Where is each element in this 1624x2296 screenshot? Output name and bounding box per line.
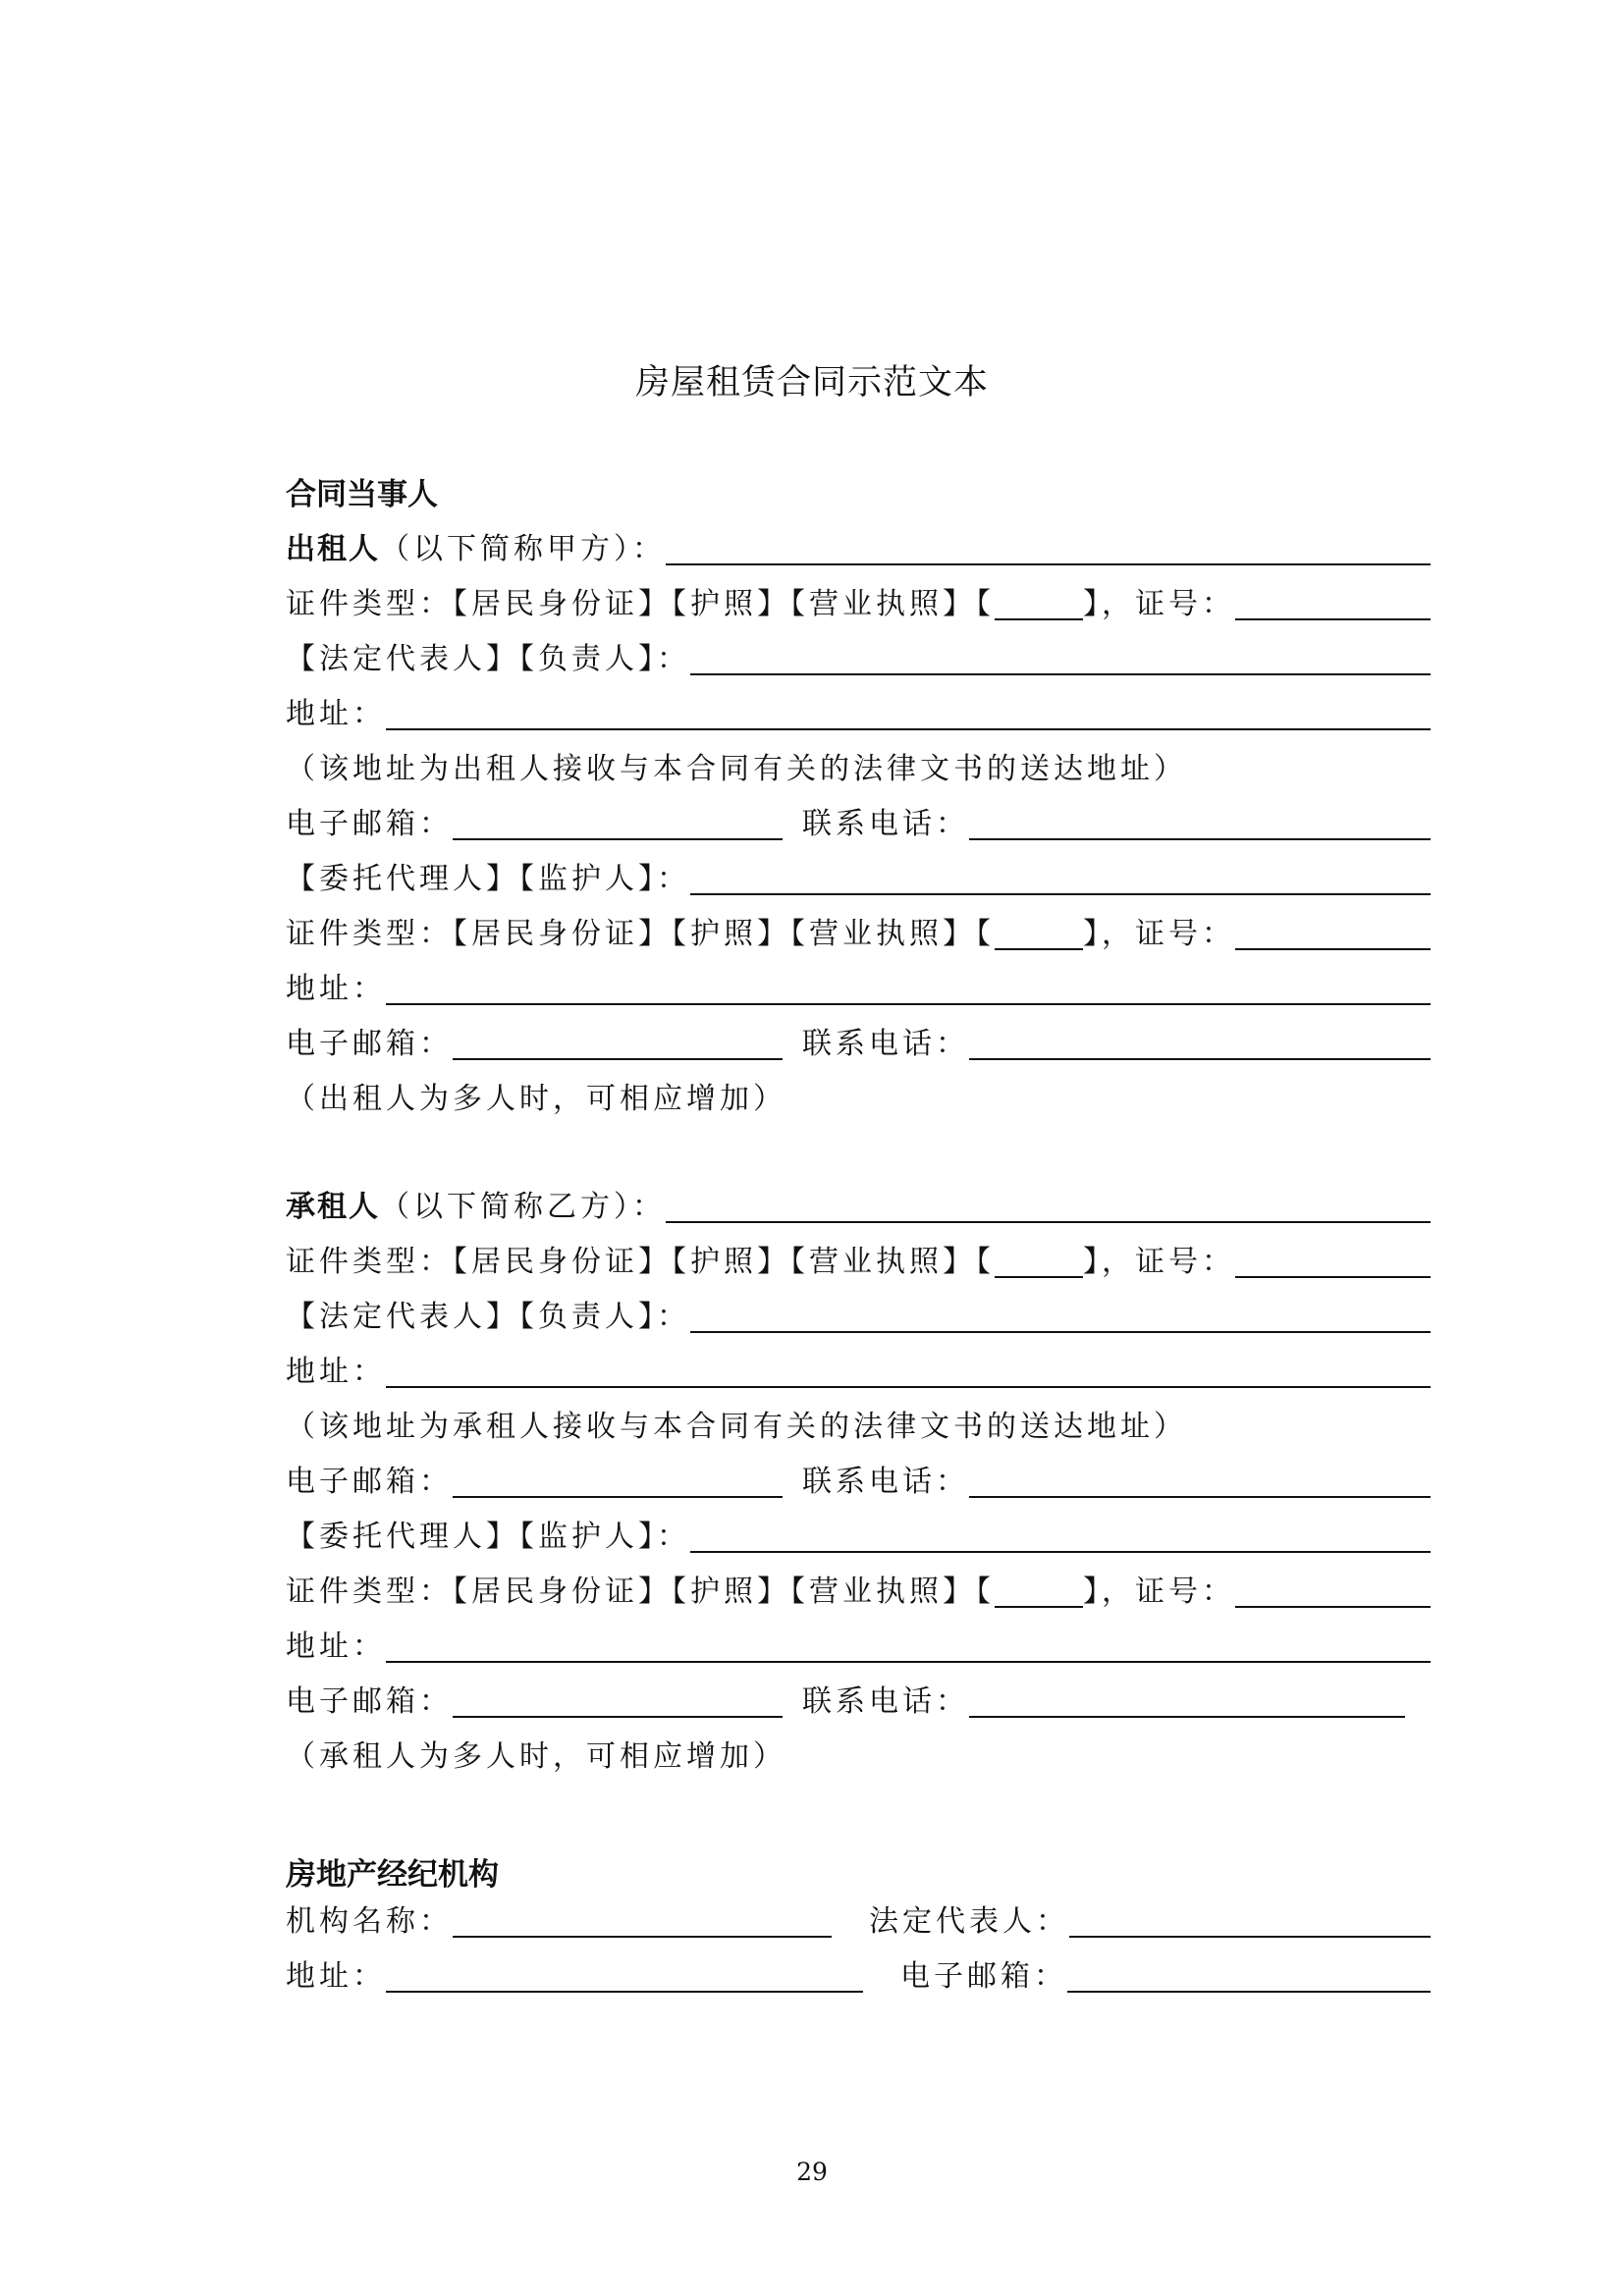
agency-address-field[interactable] bbox=[386, 1985, 863, 1993]
agency-email-field[interactable] bbox=[1067, 1985, 1431, 1993]
lessor-agent-field[interactable] bbox=[690, 887, 1431, 895]
agency-name-label: 机构名称： bbox=[286, 1904, 453, 1939]
lessor-id-row bbox=[286, 581, 1431, 626]
lessee-id-row bbox=[286, 1239, 1431, 1284]
agency-heading: 房地产经纪机构 bbox=[286, 1857, 499, 1893]
lessee-legal-rep-label: 【法定代表人】【负责人】： bbox=[286, 1300, 690, 1334]
lessor-id-type-label: 证件类型：【居民身份证】【护照】【营业执照】【 bbox=[286, 587, 995, 621]
lessor-agent-address-field[interactable] bbox=[386, 997, 1431, 1005]
lessee-address-note-row bbox=[286, 1404, 1431, 1449]
lessor-legal-rep-field[interactable] bbox=[690, 667, 1431, 675]
lessee-legal-rep-row bbox=[286, 1294, 1431, 1339]
agency-name-field[interactable] bbox=[453, 1930, 832, 1938]
lessee-agent-address-field[interactable] bbox=[386, 1655, 1431, 1663]
lessee-contact-row bbox=[286, 1459, 1431, 1504]
lessor-agent-address-label: 地址： bbox=[286, 972, 386, 1006]
lessor-id-number-field[interactable] bbox=[1235, 613, 1431, 620]
lessee-agent-email-field[interactable] bbox=[453, 1710, 783, 1718]
lessor-agent-id-row bbox=[286, 911, 1431, 956]
lessor-phone-label: 联系电话： bbox=[802, 807, 969, 841]
lessee-agent-id-number-label: 】，证号： bbox=[1083, 1575, 1235, 1609]
lessee-agent-contact-row bbox=[286, 1679, 1405, 1724]
lessee-agent-id-number-field[interactable] bbox=[1235, 1600, 1431, 1608]
lessee-agent-row bbox=[286, 1514, 1431, 1559]
lessor-agent-label: 【委托代理人】【监护人】： bbox=[286, 862, 690, 896]
lessee-phone-field[interactable] bbox=[969, 1490, 1431, 1498]
lessee-agent-field[interactable] bbox=[690, 1545, 1431, 1553]
lessee-agent-phone-field[interactable] bbox=[969, 1710, 1405, 1718]
lessee-name-row bbox=[286, 1184, 1431, 1229]
agency-address-row bbox=[286, 1953, 1431, 1999]
lessee-email-field[interactable] bbox=[453, 1490, 783, 1498]
lessee-id-number-label: 】，证号： bbox=[1083, 1245, 1235, 1279]
lessee-id-number-field[interactable] bbox=[1235, 1270, 1431, 1278]
lessee-agent-id-type-label: 证件类型：【居民身份证】【护照】【营业执照】【 bbox=[286, 1575, 995, 1609]
lessee-label: 承租人 bbox=[286, 1190, 380, 1224]
document-title: 房屋租赁合同示范文本 bbox=[634, 363, 989, 402]
lessor-id-other-field[interactable] bbox=[995, 613, 1083, 620]
lessor-contact-row bbox=[286, 801, 1431, 846]
lessee-agent-phone-label: 联系电话： bbox=[802, 1684, 969, 1719]
lessor-agent-id-other-field[interactable] bbox=[995, 942, 1083, 950]
lessor-agent-phone-field[interactable] bbox=[969, 1052, 1431, 1060]
lessee-agent-label: 【委托代理人】【监护人】： bbox=[286, 1520, 690, 1554]
lessee-phone-label: 联系电话： bbox=[802, 1465, 969, 1499]
lessee-agent-email-label: 电子邮箱： bbox=[286, 1684, 453, 1719]
lessor-legal-rep-label: 【法定代表人】【负责人】： bbox=[286, 642, 690, 676]
agency-legal-rep-label: 法定代表人： bbox=[869, 1904, 1069, 1939]
lessor-address-note: （该地址为出租人接收与本合同有关的法律文书的送达地址） bbox=[286, 752, 1187, 786]
lessor-agent-email-label: 电子邮箱： bbox=[286, 1027, 453, 1061]
lessor-agent-email-field[interactable] bbox=[453, 1052, 783, 1060]
lessee-address-label: 地址： bbox=[286, 1355, 386, 1389]
lessor-agent-id-type-label: 证件类型：【居民身份证】【护照】【营业执照】【 bbox=[286, 917, 995, 951]
lessee-agent-address-row bbox=[286, 1624, 1431, 1669]
lessee-name-field[interactable] bbox=[666, 1215, 1431, 1223]
lessor-multi-note: （出租人为多人时，可相应增加） bbox=[286, 1082, 786, 1116]
lessor-agent-id-number-label: 】，证号： bbox=[1083, 917, 1235, 951]
agency-email-label: 电子邮箱： bbox=[900, 1959, 1067, 1994]
lessee-id-other-field[interactable] bbox=[995, 1270, 1083, 1278]
lessor-suffix: （以下简称甲方）： bbox=[380, 532, 666, 566]
lessor-name-row bbox=[286, 526, 1431, 571]
lessee-id-type-label: 证件类型：【居民身份证】【护照】【营业执照】【 bbox=[286, 1245, 995, 1279]
lessor-label: 出租人 bbox=[286, 532, 380, 566]
lessor-email-label: 电子邮箱： bbox=[286, 807, 453, 841]
lessee-legal-rep-field[interactable] bbox=[690, 1325, 1431, 1333]
lessee-address-note: （该地址为承租人接收与本合同有关的法律文书的送达地址） bbox=[286, 1410, 1187, 1444]
agency-legal-rep-field[interactable] bbox=[1069, 1930, 1431, 1938]
lessor-address-note-row bbox=[286, 746, 1431, 791]
parties-heading: 合同当事人 bbox=[286, 477, 438, 512]
lessor-address-row bbox=[286, 691, 1431, 736]
lessee-address-field[interactable] bbox=[386, 1380, 1431, 1388]
lessee-agent-id-other-field[interactable] bbox=[995, 1600, 1083, 1608]
lessor-agent-address-row bbox=[286, 966, 1431, 1011]
lessee-agent-address-label: 地址： bbox=[286, 1629, 386, 1664]
lessor-agent-id-number-field[interactable] bbox=[1235, 942, 1431, 950]
lessee-multi-note-row bbox=[286, 1734, 1431, 1779]
agency-name-row bbox=[286, 1898, 1431, 1944]
lessee-email-label: 电子邮箱： bbox=[286, 1465, 453, 1499]
lessee-agent-id-row bbox=[286, 1569, 1431, 1614]
lessor-id-number-label: 】，证号： bbox=[1083, 587, 1235, 621]
lessor-legal-rep-row bbox=[286, 636, 1431, 681]
agency-address-label: 地址： bbox=[286, 1959, 386, 1994]
lessee-suffix: （以下简称乙方）： bbox=[380, 1190, 666, 1224]
lessee-address-row bbox=[286, 1349, 1431, 1394]
lessor-agent-contact-row bbox=[286, 1021, 1431, 1066]
lessor-address-label: 地址： bbox=[286, 697, 386, 731]
lessor-email-field[interactable] bbox=[453, 832, 783, 840]
lessor-address-field[interactable] bbox=[386, 722, 1431, 730]
lessor-multi-note-row bbox=[286, 1076, 1431, 1121]
lessor-name-field[interactable] bbox=[666, 558, 1431, 565]
lessee-multi-note: （承租人为多人时，可相应增加） bbox=[286, 1739, 786, 1774]
lessor-agent-row bbox=[286, 856, 1431, 901]
page-number: 29 bbox=[796, 2158, 828, 2186]
lessor-phone-field[interactable] bbox=[969, 832, 1431, 840]
lessor-agent-phone-label: 联系电话： bbox=[802, 1027, 969, 1061]
